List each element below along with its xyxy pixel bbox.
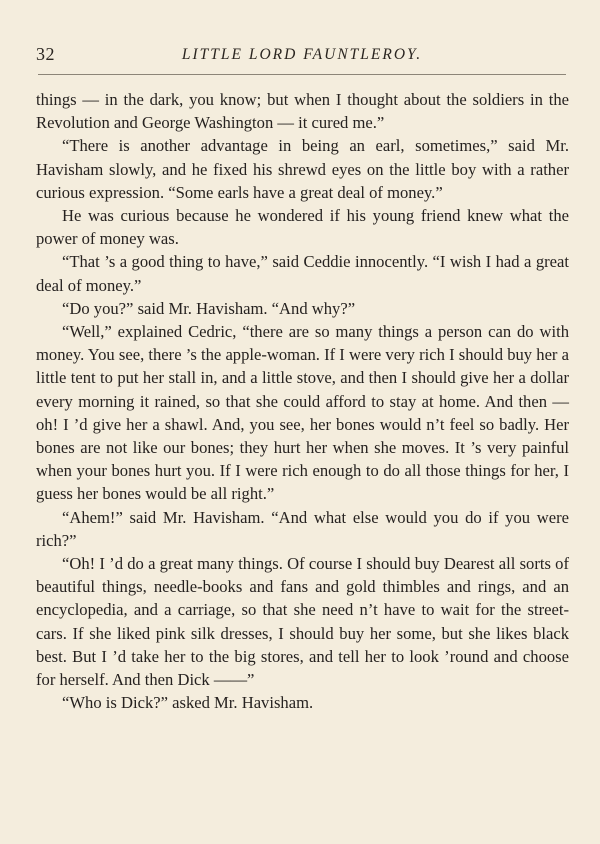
paragraph-3: He was curious because he wondered if his young friend knew what the power of money was. xyxy=(36,206,569,249)
running-title: LITTLE LORD FAUNTLEROY. xyxy=(181,46,423,63)
paragraph-9: “Who is Dick?” asked Mr. Havisham. xyxy=(62,693,314,713)
paragraph-7: “Ahem!” said Mr. Havisham. “And what else would you do if you were rich?” xyxy=(36,507,569,550)
header-rule xyxy=(38,74,566,75)
paragraph-2: “There is another advantage in being an earl, sometimes,” said Mr. Havisham slowly, and he fixed his shrewd eyes on the little boy with a rather curious expression. “Some earls have a great deal of money.” xyxy=(36,136,569,202)
paragraph-5: “Do you?” said Mr. Havisham. “And why?” xyxy=(62,298,356,318)
page-number: 32 xyxy=(36,44,55,64)
page-header xyxy=(36,42,568,70)
paragraph-4: “That ’s a good thing to have,” said Ceddie innocently. “I wish I had a great deal of money.” xyxy=(36,252,569,295)
body-text xyxy=(36,88,569,714)
paragraph-8: “Oh! I ’d do a great many things. Of course I should buy Dearest all sorts of beautiful things, needle-books and fans and gold thimbles and rings, and an encyclopedia, and a carriage, so that she need n’t have to wait for the street-cars. If she liked pink silk dresses, I should buy her some, but she likes black best. But I ’d take her to the big stores, and tell her to look ’round and choose for herself. And then Dick ——” xyxy=(36,554,569,690)
paragraph-1: things — in the dark, you know; but when I thought about the soldiers in the Revolution and George Washington — it cured me.” xyxy=(36,90,569,133)
paragraph-6: “Well,” explained Cedric, “there are so many things a person can do with money. You see, there ’s the apple-woman. If I were very rich I should buy her a little tent to put her stall in, and a little stove, and then I should give her a dollar every morning it rained, so that she could afford to stay at home. And then — oh! I ’d give her a shawl. And, you see, her bones would n’t feel so badly. Her bones are not like our bones; they hurt her when she moves. It ’s very painful when your bones hurt you. If I were rich enough to do all those things for her, I guess her bones would be all right.” xyxy=(36,322,569,504)
